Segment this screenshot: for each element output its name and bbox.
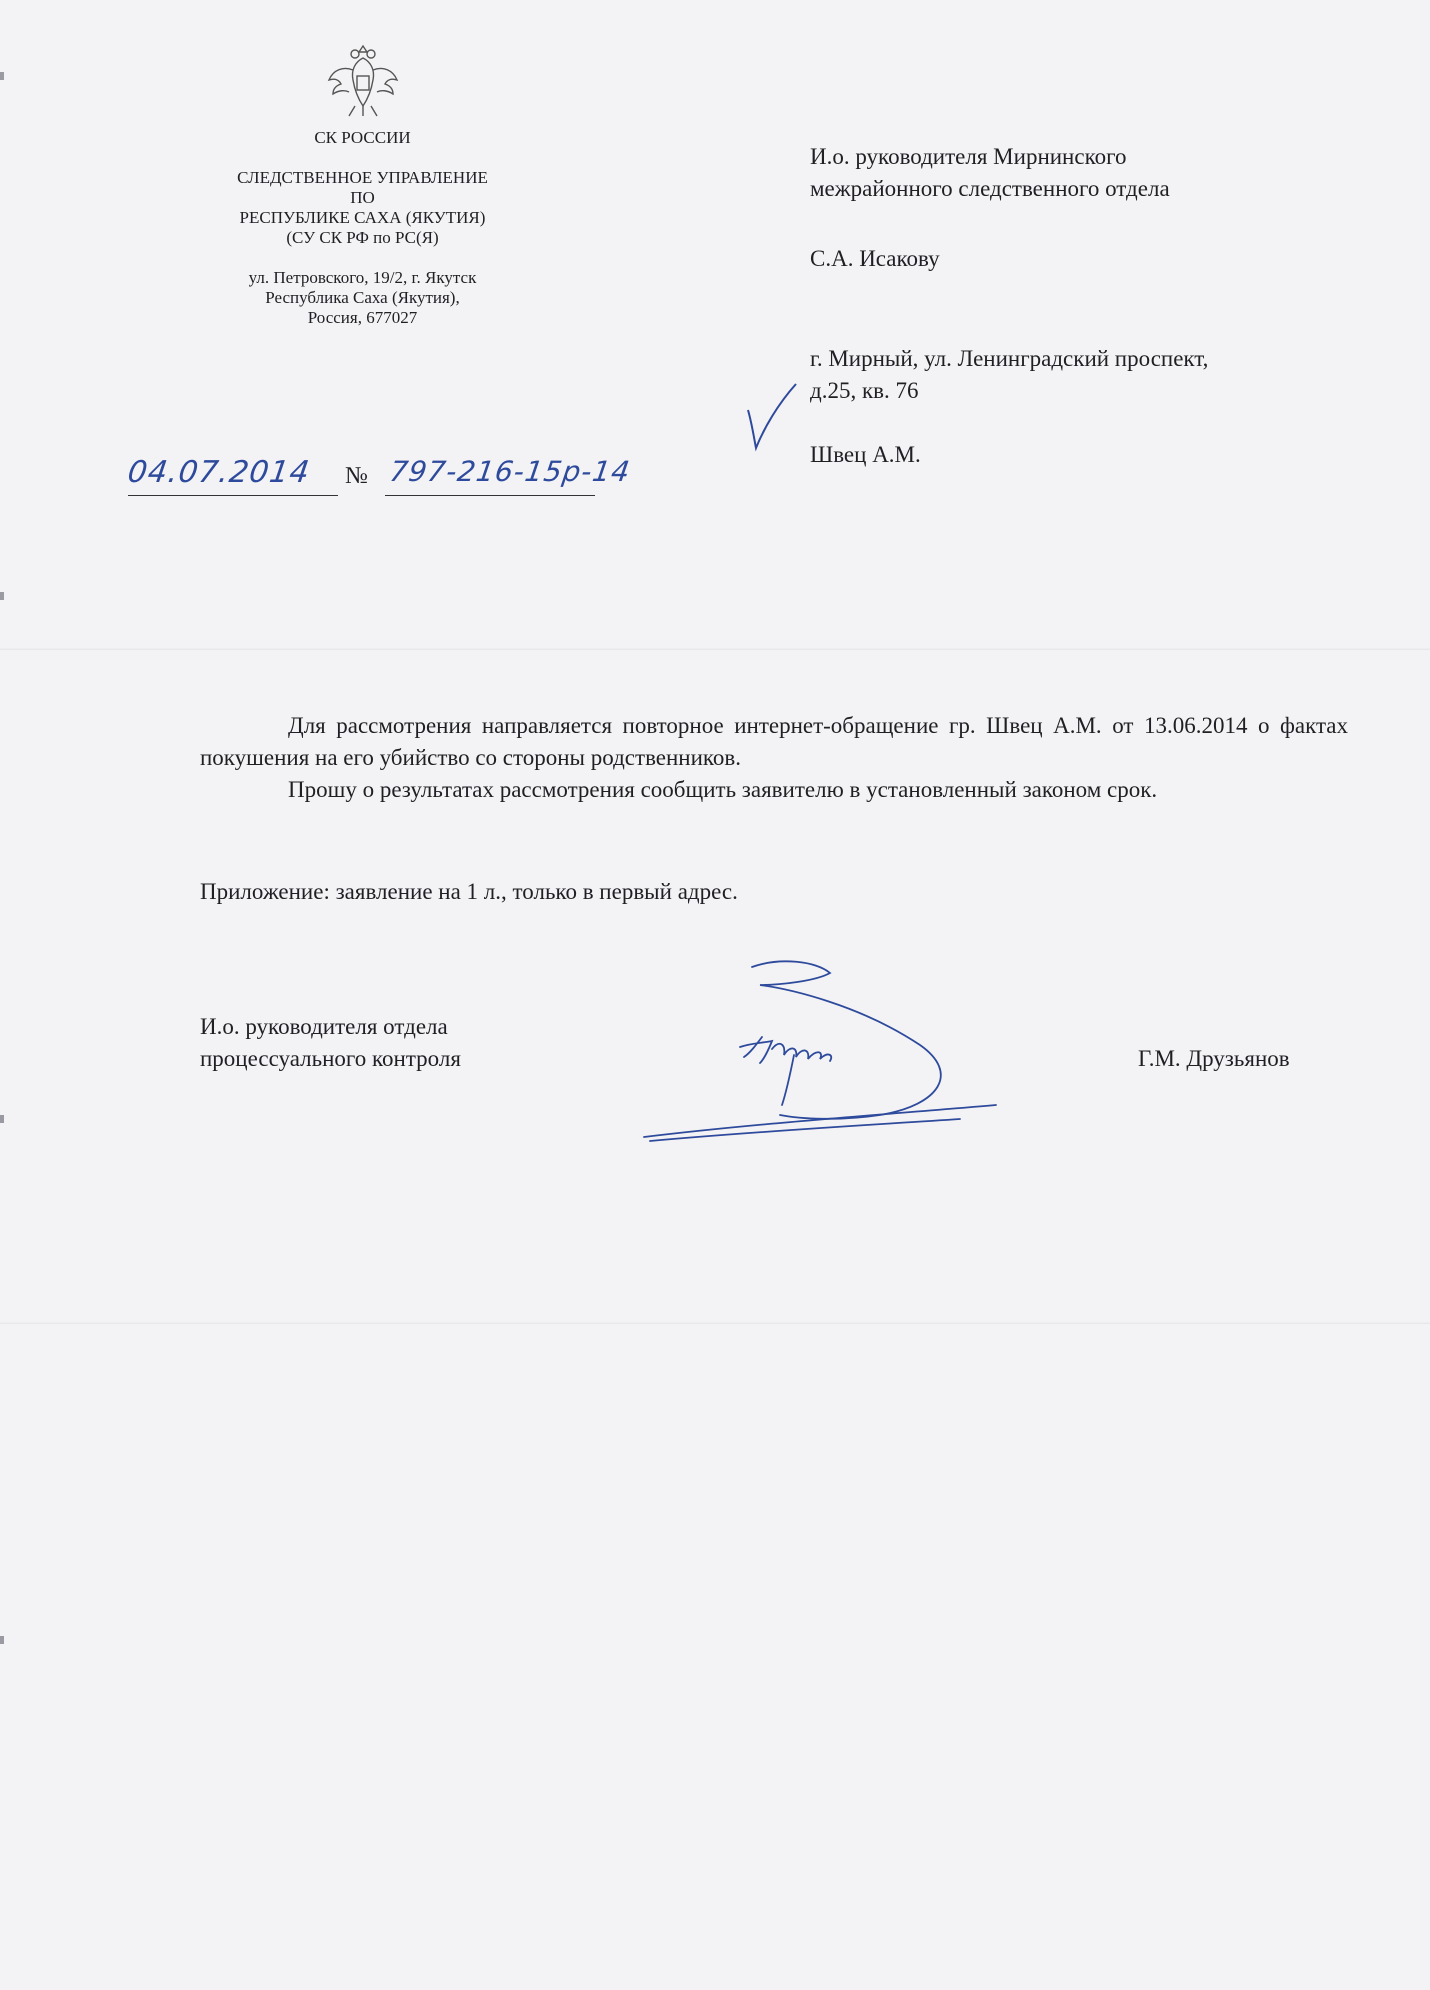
recipient-line: И.о. руководителя Мирнинского: [810, 144, 1127, 169]
org-short: СК РОССИИ: [314, 128, 411, 147]
body-paragraph: Прошу о результатах рассмотрения сообщить заявителю в установленный законом срок.: [288, 777, 1158, 802]
org-line: ПО: [350, 188, 375, 207]
attachment-note: Приложение: заявление на 1 л., только в первый адрес.: [200, 879, 738, 904]
date-underline: [128, 495, 338, 496]
sender-address-line: ул. Петровского, 19/2, г. Якутск: [248, 268, 477, 287]
sender-address-line: Россия, 677027: [307, 308, 418, 327]
handwritten-date: 04.07.2014: [125, 455, 313, 490]
signatory-name: Г.М. Друзьянов: [1138, 1046, 1290, 1071]
recipient-address: д.25, кв. 76: [810, 378, 919, 403]
coat-of-arms-icon: [325, 40, 401, 120]
edge-mark: [0, 592, 4, 600]
number-sign: №: [345, 463, 368, 489]
sender-header: [180, 128, 545, 328]
recipient-address: г. Мирный, ул. Ленинградский проспект,: [810, 346, 1209, 371]
edge-mark: [0, 1115, 4, 1123]
copy-recipient-name: Швец А.М.: [810, 442, 921, 467]
edge-mark: [0, 72, 4, 80]
signatory-title: И.о. руководителя отдела: [200, 1014, 448, 1039]
org-line: СЛЕДСТВЕННОЕ УПРАВЛЕНИЕ: [237, 168, 488, 187]
handwritten-number: 797-216-15р-14: [387, 455, 633, 488]
number-underline: [385, 495, 595, 496]
edge-mark: [0, 1636, 4, 1644]
signatory-title: процессуального контроля: [200, 1046, 461, 1071]
handwritten-signature: [640, 955, 1010, 1145]
recipient-line: межрайонного следственного отдела: [810, 176, 1170, 201]
recipient-name: С.А. Исакову: [810, 246, 940, 271]
sender-address-line: Республика Саха (Якутия),: [265, 288, 460, 307]
checkmark-icon: [740, 380, 800, 452]
paper-fold: [0, 648, 1430, 651]
org-line: (СУ СК РФ по РС(Я): [286, 228, 439, 247]
org-line: РЕСПУБЛИКЕ САХА (ЯКУТИЯ): [239, 208, 486, 227]
paper-fold: [0, 1322, 1430, 1325]
body-paragraph: Для рассмотрения направляется повторное интернет-обращение гр. Швец А.М. от 13.06.2014 о фактах покушения на его убийство со стороны родственников.: [200, 713, 1348, 770]
